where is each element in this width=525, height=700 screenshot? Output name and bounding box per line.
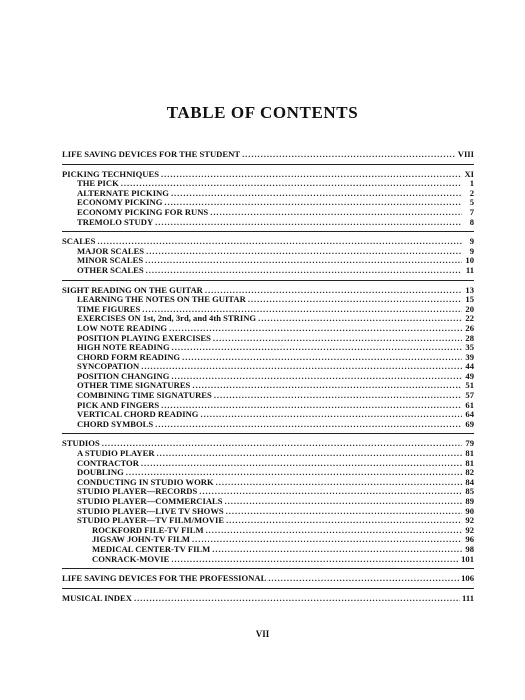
toc-entry-label: STUDIO PLAYER—LIVE TV SHOWS — [77, 505, 224, 516]
toc-entry-page: 96 — [465, 534, 474, 545]
dot-leader — [97, 237, 462, 247]
toc-entry-label: PICKING TECHNIQUES — [62, 168, 160, 179]
dot-leader — [226, 507, 462, 517]
toc-entry-page: 44 — [465, 361, 474, 372]
toc-entry-page: 92 — [465, 515, 474, 526]
toc-entry-label: PICK AND FINGERS — [77, 399, 160, 410]
dot-leader — [171, 189, 462, 199]
toc-entry-label: COMBINING TIME SIGNATURES — [77, 390, 212, 401]
toc-entry-label: THE PICK — [77, 178, 119, 189]
toc-entry-label: CHORD FORM READING — [77, 351, 181, 362]
dot-leader — [206, 526, 462, 536]
toc-entry-page: 5 — [469, 197, 474, 208]
toc-entry-label: POSITION CHANGING — [77, 370, 170, 381]
toc-entry-page: 9 — [469, 236, 474, 247]
toc-entry-label: MINOR SCALES — [77, 255, 144, 266]
dot-leader — [164, 198, 462, 208]
dot-leader — [226, 516, 462, 526]
dot-leader — [141, 459, 462, 469]
toc-entry-label: TIME FIGURES — [77, 303, 141, 314]
toc-section — [62, 286, 474, 430]
toc-entry-page: 2 — [469, 187, 474, 198]
toc-entry-label: ROCKFORD FILE-TV FILM — [92, 524, 204, 535]
dot-leader — [141, 362, 462, 372]
toc-entry-page: 20 — [465, 303, 474, 314]
toc-entry-page: VIII — [457, 149, 474, 159]
toc-entry-page: 13 — [465, 284, 474, 295]
toc-entry-page: 92 — [465, 524, 474, 535]
section-divider — [62, 568, 474, 569]
toc-section — [62, 150, 474, 160]
toc-entry-page: 84 — [465, 476, 474, 487]
dot-leader — [171, 555, 459, 565]
toc-entry-label: POSITION PLAYING EXERCISES — [77, 332, 211, 343]
dot-leader — [169, 324, 462, 334]
toc-entry-label: LOW NOTE READING — [77, 322, 168, 333]
toc-entry-label: MUSICAL INDEX — [62, 592, 132, 603]
toc-entry-page: 22 — [465, 313, 474, 324]
dot-leader — [182, 353, 462, 363]
section-divider — [62, 280, 474, 281]
toc-entry-page: 90 — [465, 505, 474, 516]
toc-entry-page: 51 — [465, 380, 474, 391]
toc-section — [62, 439, 474, 564]
dot-leader — [192, 381, 462, 391]
toc-heading-entry — [62, 574, 474, 584]
dot-leader — [145, 256, 462, 266]
toc-entry-page: 64 — [465, 409, 474, 420]
dot-leader — [242, 150, 456, 160]
page-title: TABLE OF CONTENTS — [166, 103, 359, 122]
toc-entry-page: 1 — [469, 178, 474, 189]
dot-leader — [157, 449, 462, 459]
toc-entry-label: SYNCOPATION — [77, 361, 140, 372]
toc-entry-label: CONTRACTOR — [77, 457, 139, 468]
toc-entry — [62, 266, 474, 276]
toc-entry-page: 69 — [465, 418, 474, 429]
toc-entry — [62, 555, 474, 565]
toc-heading-entry — [62, 594, 474, 604]
toc-entry-page: 49 — [465, 370, 474, 381]
dot-leader — [258, 314, 462, 324]
toc-entry-label: OTHER SCALES — [77, 264, 144, 275]
toc-entry-page: 35 — [465, 342, 474, 353]
toc-entry-page: 28 — [465, 332, 474, 343]
toc-heading-entry — [62, 150, 474, 160]
toc-entry-page: 57 — [465, 390, 474, 401]
toc-entry-page: 9 — [469, 245, 474, 256]
toc-entry-page: 79 — [465, 438, 474, 449]
toc-entry-page: 81 — [465, 448, 474, 459]
dot-leader — [172, 343, 462, 353]
dot-leader — [146, 266, 462, 276]
toc-section — [62, 170, 474, 228]
dot-leader — [171, 372, 462, 382]
dot-leader — [155, 420, 462, 430]
section-divider — [62, 588, 474, 589]
dot-leader — [199, 487, 462, 497]
dot-leader — [192, 535, 462, 545]
toc-entry-page: 82 — [465, 467, 474, 478]
dot-leader — [161, 401, 462, 411]
toc-entry-page: 81 — [465, 457, 474, 468]
toc-entry-page: 15 — [465, 294, 474, 305]
toc-entry-label: VERTICAL CHORD READING — [77, 409, 199, 420]
toc-entry-page: 89 — [465, 496, 474, 506]
dot-leader — [161, 170, 462, 180]
toc-entry-page: 10 — [465, 255, 474, 266]
dot-leader — [121, 179, 462, 189]
toc-section — [62, 574, 474, 584]
toc-entry-page: 98 — [465, 543, 474, 554]
toc-entry-page: XI — [464, 168, 474, 179]
toc-entry-page: 7 — [469, 206, 474, 217]
table-of-contents — [62, 150, 474, 603]
dot-leader — [200, 410, 462, 420]
dot-leader — [155, 218, 462, 228]
toc-entry-label: CONDUCTING IN STUDIO WORK — [77, 476, 214, 487]
toc-entry-page: 101 — [461, 553, 474, 564]
toc-entry-label: OTHER TIME SIGNATURES — [77, 380, 191, 391]
toc-entry-page: 106 — [461, 573, 474, 584]
toc-entry-label: SCALES — [62, 236, 96, 247]
toc-entry-page: 111 — [462, 592, 474, 603]
toc-entry-label: SIGHT READING ON THE GUITAR — [62, 284, 203, 295]
toc-entry-label: STUDIO PLAYER—RECORDS — [77, 486, 198, 497]
section-divider — [62, 433, 474, 434]
dot-leader — [210, 208, 462, 218]
toc-entry-page: 39 — [465, 351, 474, 362]
dot-leader — [146, 247, 462, 257]
toc-entry-label: MEDICAL CENTER-TV FILM — [92, 543, 211, 554]
toc-entry-label: HIGH NOTE READING — [77, 342, 170, 353]
section-divider — [62, 231, 474, 232]
dot-leader — [213, 334, 462, 344]
dot-leader — [134, 594, 460, 604]
toc-entry-label: TREMOLO STUDY — [77, 216, 154, 227]
page-number: VII — [255, 629, 270, 639]
toc-entry-label: DOUBLING — [77, 467, 124, 478]
dot-leader — [216, 478, 462, 488]
dot-leader — [248, 295, 462, 305]
dot-leader — [214, 391, 462, 401]
toc-entry-label: EXERCISES ON 1st, 2nd, 3rd, and 4th STRING — [77, 313, 257, 324]
toc-heading-entry — [62, 170, 474, 180]
toc-entry-page: 11 — [465, 264, 474, 275]
dot-leader — [268, 574, 459, 584]
toc-entry-label: STUDIO PLAYER—COMMERCIALS — [77, 496, 223, 506]
toc-entry-label: CHORD SYMBOLS — [77, 418, 154, 429]
toc-entry-page: 61 — [465, 399, 474, 410]
toc-section — [62, 237, 474, 275]
toc-entry-label: ECONOMY PICKING FOR RUNS — [77, 206, 209, 217]
dot-leader — [102, 439, 462, 449]
toc-entry-label: LEARNING THE NOTES ON THE GUITAR — [77, 294, 246, 305]
dot-leader — [212, 545, 462, 555]
toc-entry-label: ECONOMY PICKING — [77, 197, 163, 208]
toc-entry-label: LIFE SAVING DEVICES FOR THE STUDENT — [62, 149, 241, 159]
toc-entry — [62, 420, 474, 430]
toc-entry-label: JIGSAW JOHN-TV FILM — [92, 534, 191, 545]
toc-entry-label: CONRACK-MOVIE — [92, 553, 170, 564]
toc-section — [62, 594, 474, 604]
toc-entry — [62, 218, 474, 228]
toc-entry-page: 85 — [465, 486, 474, 497]
toc-entry-label: A STUDIO PLAYER — [77, 448, 155, 459]
toc-entry-label: ALTERNATE PICKING — [77, 187, 169, 198]
toc-entry-page: 26 — [465, 322, 474, 333]
toc-entry-label: LIFE SAVING DEVICES FOR THE PROFESSIONAL — [62, 573, 267, 584]
toc-entry-label: STUDIO PLAYER—TV FILM/MOVIE — [77, 515, 225, 526]
toc-entry-label: STUDIOS — [62, 438, 100, 449]
dot-leader — [225, 497, 462, 507]
toc-entry-label: MAJOR SCALES — [77, 245, 145, 256]
toc-entry-page: 8 — [469, 216, 474, 227]
section-divider — [62, 164, 474, 165]
